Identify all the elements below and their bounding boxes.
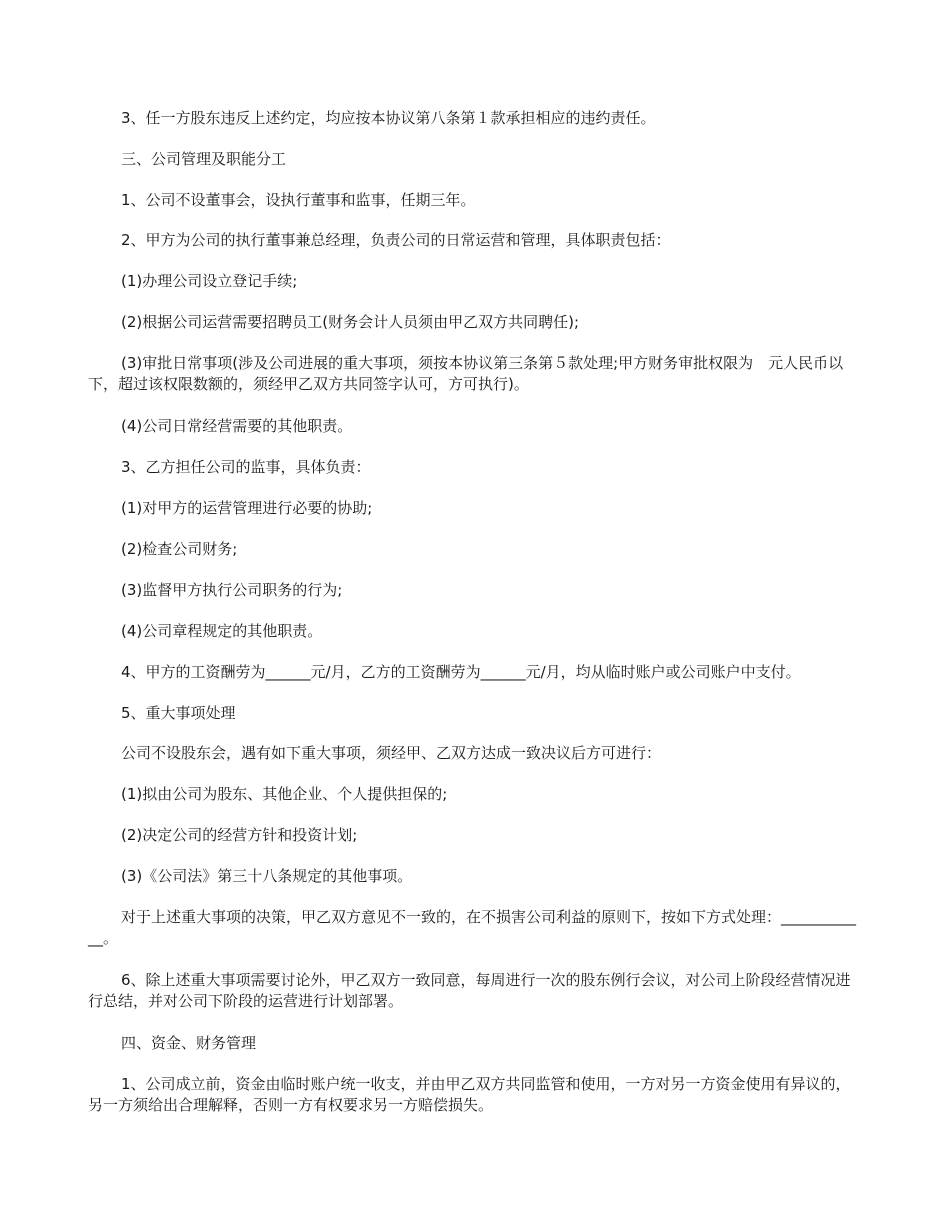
paragraph-10: (1)对甲方的运营管理进行必要的协助;	[121, 499, 373, 517]
paragraph-4: 2、甲方为公司的执行董事兼总经理，负责公司的日常运营和管理，具体职责包括：	[121, 231, 671, 249]
section-heading-4: 四、资金、财务管理	[121, 1034, 257, 1052]
paragraph-7: (3)审批日常事项(涉及公司进展的重大事项，须按本协议第三条第５款处理;甲方财务审批权限为 元人民币以下，超过该权限数额的，须经甲乙双方共同签字认可，方可执行)。	[88, 354, 844, 393]
section-heading-3: 三、公司管理及职能分工	[121, 150, 287, 168]
paragraph-8: (4)公司日常经营需要的其他职责。	[121, 417, 353, 435]
paragraph-23: 1、公司成立前，资金由临时账户统一收支，并由甲乙双方共同监管和使用，一方对另一方资金使用有异议的，另一方须给出合理解释，否则一方有权要求另一方赔偿损失。	[88, 1075, 851, 1114]
paragraph-17: (1)拟由公司为股东、其他企业、个人提供担保的;	[121, 785, 448, 803]
paragraph-12: (3)监督甲方执行公司职务的行为;	[121, 581, 343, 599]
paragraph-6: (2)根据公司运营需要招聘员工(财务会计人员须由甲乙双方共同聘任);	[121, 313, 580, 331]
paragraph-14: 4、甲方的工资酬劳为______元/月，乙方的工资酬劳为______元/月，均从临时账户或公司账户中支付。	[121, 663, 801, 681]
paragraph-1: 3、任一方股东违反上述约定，均应按本协议第八条第１款承担相应的违约责任。	[121, 109, 656, 127]
paragraph-21: 6、除上述重大事项需要讨论外，甲乙双方一致同意，每周进行一次的股东例行会议，对公司上阶段经营情况进行总结，并对公司下阶段的运营进行计划部署。	[88, 971, 851, 1010]
paragraph-15: 5、重大事项处理	[121, 704, 236, 722]
paragraph-11: (2)检查公司财务;	[121, 540, 238, 558]
paragraph-3: 1、公司不设董事会，设执行董事和监事，任期三年。	[121, 191, 476, 209]
paragraph-18: (2)决定公司的经营方针和投资计划;	[121, 826, 358, 844]
paragraph-16: 公司不设股东会，遇有如下重大事项，须经甲、乙双方达成一致决议后方可进行：	[121, 744, 662, 762]
paragraph-13: (4)公司章程规定的其他职责。	[121, 622, 323, 640]
paragraph-19: (3)《公司法》第三十八条规定的其他事项。	[121, 867, 413, 885]
paragraph-5: (1)办理公司设立登记手续;	[121, 272, 298, 290]
paragraph-20: 对于上述重大事项的决策，甲乙双方意见不一致的，在不损害公司利益的原则下，按如下方式处理：____________。	[88, 908, 857, 947]
paragraph-9: 3、乙方担任公司的监事，具体负责：	[121, 458, 371, 476]
